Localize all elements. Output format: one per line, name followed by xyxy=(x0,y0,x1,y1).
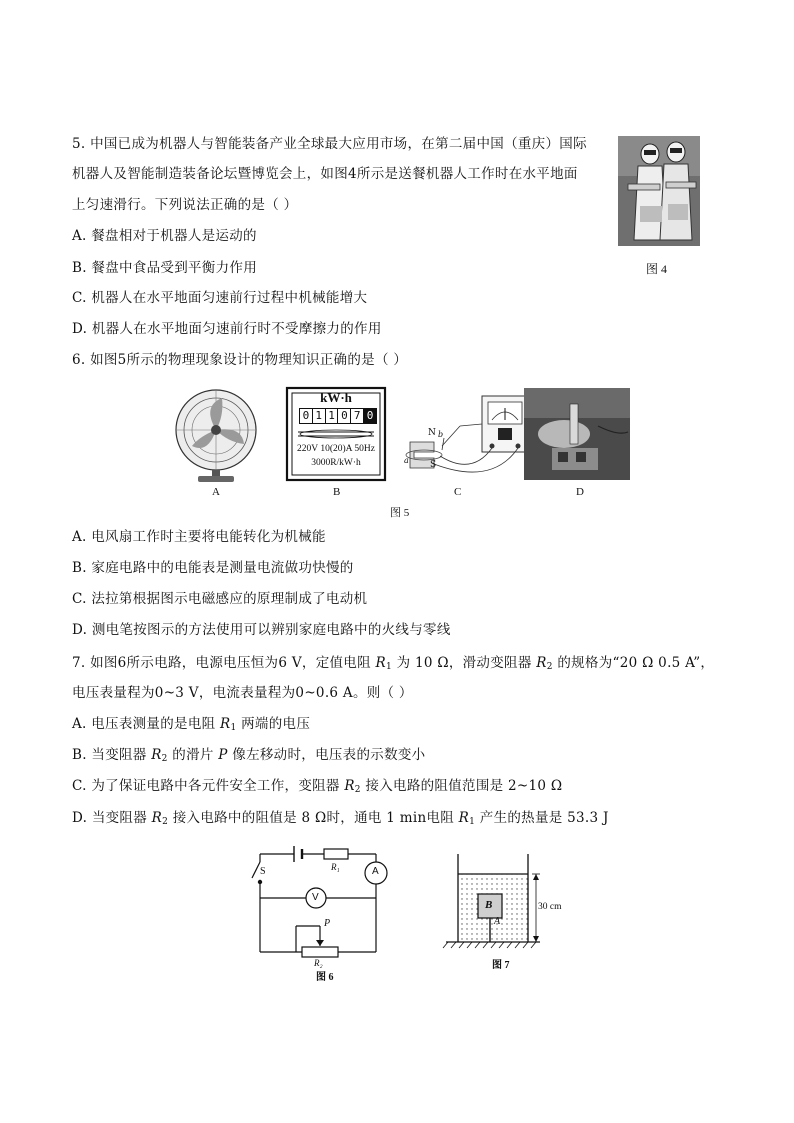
magnet-label-b: b xyxy=(438,430,444,439)
test-pen-photo xyxy=(524,388,630,480)
q7-option-c: C. 为了保证电路中各元件安全工作，变阻器 $R_2$ 接入电路的阻值范围是 2~10 Ω xyxy=(72,778,563,795)
meter-digit: 1 xyxy=(313,409,326,423)
magnet-label-a: a xyxy=(404,456,409,465)
figure-5-caption: 图 5 xyxy=(390,507,410,519)
q6-option-a: A. 电风扇工作时主要将电能转化为机械能 xyxy=(72,529,326,545)
meter-rating: 220V 10(20)A 50Hz xyxy=(297,444,375,454)
meter-digit: 1 xyxy=(326,409,339,423)
q5-option-c: C. 机器人在水平地面匀速前行过程中机械能增大 xyxy=(72,290,368,306)
figure-5-label-d: D xyxy=(576,486,584,498)
rod-a-label: A xyxy=(494,916,501,927)
q5-option-a: A. 餐盘相对于机器人是运动的 xyxy=(72,228,257,244)
slider-p-label: P xyxy=(324,918,331,929)
q5-stem-line1: 5. 中国已成为机器人与智能装备产业全球最大应用市场，在第二届中国（重庆）国际 xyxy=(72,136,587,152)
q7-option-d: D. 当变阻器 $R_2$ 接入电路中的阻值是 8 Ω时，通电 1 min电阻 $R_1$ 产生的热量是 53.3 J xyxy=(72,810,609,827)
figure-4-robot-photo xyxy=(618,136,700,246)
figure-4-caption: 图 4 xyxy=(646,262,668,276)
r1-label: R₁ xyxy=(331,862,340,872)
q5-stem-line2: 机器人及智能制造装备论坛暨博览会上，如图4所示是送餐机器人工作时在水平地面 xyxy=(72,166,578,182)
figure-7-container xyxy=(440,852,570,976)
q6-option-c: C. 法拉第根据图示电磁感应的原理制成了电动机 xyxy=(72,591,368,607)
q7-option-a: A. 电压表测量的是电阻 $R_1$ 两端的电压 xyxy=(72,716,311,733)
meter-digit: 7 xyxy=(351,409,364,423)
meter-unit: kW·h xyxy=(320,390,352,405)
magnet-label-n: N xyxy=(428,428,436,438)
figure-5-label-c: C xyxy=(454,486,462,498)
figure-5-label-b: B xyxy=(333,486,341,498)
induction-apparatus-image xyxy=(406,396,528,472)
q7-stem-line2: 电压表量程为0~3 V，电流表量程为0~0.6 A。则（ ） xyxy=(72,685,413,701)
meter-digit: 0 xyxy=(300,409,313,423)
figure-6-caption: 图 6 xyxy=(316,972,334,983)
fan-image xyxy=(176,390,256,482)
q5-stem-line3: 上匀速滑行。下列说法正确的是（ ） xyxy=(72,197,298,213)
meter-digit: 0 xyxy=(338,409,351,423)
magnet-label-s: S xyxy=(430,460,437,470)
meter-digits xyxy=(299,408,377,424)
meter-digit: 0 xyxy=(364,409,376,423)
figure-5 xyxy=(172,386,632,519)
block-b-label: B xyxy=(485,899,493,911)
figure-6-circuit xyxy=(236,842,416,983)
figure-7-caption: 图 7 xyxy=(492,960,510,971)
q6-option-d: D. 测电笔按图示的方法使用可以辨别家庭电路中的火线与零线 xyxy=(72,622,451,638)
q5-option-d: D. 机器人在水平地面匀速前行时不受摩擦力的作用 xyxy=(72,321,382,337)
q6-stem: 6. 如图5所示的物理现象设计的物理知识正确的是（ ） xyxy=(72,352,408,368)
q5-option-b: B. 餐盘中食品受到平衡力作用 xyxy=(72,260,258,276)
figure-5-label-a: A xyxy=(212,486,220,498)
q6-option-b: B. 家庭电路中的电能表是测量电流做功快慢的 xyxy=(72,560,354,576)
q7-option-b: B. 当变阻器 $R_2$ 的滑片 P 像左移动时，电压表的示数变小 xyxy=(72,747,426,764)
switch-label: S xyxy=(260,866,266,877)
q7-stem-line1: 7. 如图6所示电路，电源电压恒为6 V，定值电阻 $R_1$ 为 10 Ω，滑动变阻器 $R_2$ 的规格为“20 Ω 0.5 A”， xyxy=(72,655,715,672)
voltmeter-label: V xyxy=(312,892,319,903)
ammeter-label: A xyxy=(372,866,379,877)
height-label: 30 cm xyxy=(538,902,562,912)
meter-constant: 3000R/kW·h xyxy=(311,458,361,468)
r2-label: R₂ xyxy=(314,958,323,968)
